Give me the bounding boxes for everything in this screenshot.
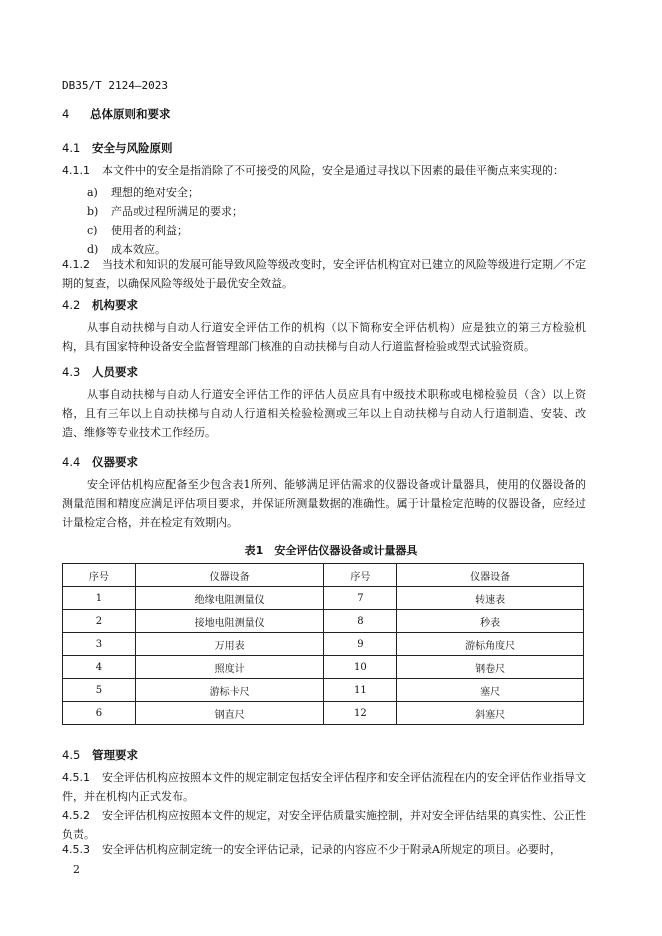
list-item [87,184,199,200]
table-row [63,656,584,679]
section-number: 4.3 [62,365,81,379]
table-cell: 12 [324,702,397,725]
clause-number: 4.1.1 [62,164,90,177]
table-row [63,633,584,656]
clause-text: 本文件中的安全是指消除了不可接受的风险，安全是通过寻找以下因素的最佳平衡点来实现的： [102,164,564,177]
table-row [63,587,584,610]
standard-code-header: DB35/T 2124—2023 [62,79,168,92]
section-title: 仪器要求 [92,455,138,469]
paragraph-4-4: 安全评估机构应配备至少包含表1所列、能够满足评估需求的仪器设备或计量器具，使用的仪器设备的测量范围和精度应满足评估项目要求，并保证所测量数据的准确性。属于计量检定范畴的仪器设备，应经过计量检定合格，并在检定有效期内。 [62,478,586,529]
table-cell: 斜塞尺 [397,702,584,725]
section-number: 4.2 [62,298,81,312]
list-item [87,203,243,219]
table-cell: 2 [63,610,136,633]
table-cell: 钢卷尺 [397,656,584,679]
column-header: 序号 [63,564,136,587]
table-cell: 接地电阻测量仪 [135,610,324,633]
section-title: 人员要求 [92,365,138,379]
table-cell: 8 [324,610,397,633]
clause-text: 安全评估机构应制定统一的安全评估记录，记录的内容应不少于附录A所规定的项目。必要时， [102,843,561,856]
paragraph-4-1-1 [62,161,586,180]
list-text: 产品或过程所满足的要求； [111,205,243,218]
column-header: 仪器设备 [135,564,324,587]
list-text: 使用者的利益； [111,224,188,237]
table-row [63,610,584,633]
table-cell: 7 [324,587,397,610]
clause-text: 当技术和知识的发展可能导致风险等级改变时，安全评估机构宜对已建立的风险等级进行定期／不定期的复查，以确保风险等级处于最优安全效益。 [62,258,586,290]
clause-number: 4.1.2 [62,258,90,271]
section-4-3-heading [62,364,138,380]
table-caption: 表1 安全评估仪器设备或计量器具 [244,544,418,557]
table-row [63,702,584,725]
clause-number: 4.5.2 [62,809,90,822]
clause-number: 4.5.3 [62,843,90,856]
paragraph-4-2: 从事自动扶梯与自动人行道安全评估工作的机构（以下简称安全评估机构）应是独立的第三方检验机构，具有国家特种设备安全监督管理部门核准的自动扶梯与自动人行道监督检验或型式试验资质。 [62,321,586,353]
section-number: 4.5 [62,748,81,762]
section-title: 总体原则和要求 [90,107,171,121]
section-number: 4.4 [62,455,81,469]
table-cell: 3 [63,633,136,656]
table-cell: 万用表 [135,633,324,656]
section-4-2-heading [62,297,138,313]
paragraph-4-5-2 [62,806,586,844]
table-cell: 转速表 [397,587,584,610]
section-number: 4.1 [62,141,81,155]
list-marker: c) [87,224,98,237]
table-cell: 11 [324,679,397,702]
table-cell: 绝缘电阻测量仪 [135,587,324,610]
list-text: 成本效应。 [111,243,166,256]
table-cell: 6 [63,702,136,725]
section-4-4-heading [62,454,138,470]
clause-number: 4.5.1 [62,771,90,784]
list-marker: a) [87,186,98,199]
table-cell: 1 [63,587,136,610]
list-marker: b) [87,205,99,218]
section-4-heading [62,106,171,122]
section-title: 管理要求 [92,748,138,762]
clause-text: 安全评估机构应按照本文件的规定，对安全评估质量实施控制，并对安全评估结果的真实性、公正性负责。 [62,809,586,841]
table-cell: 5 [63,679,136,702]
table-cell: 钢直尺 [135,702,324,725]
section-title: 机构要求 [92,298,138,312]
column-header: 序号 [324,564,397,587]
instrument-table [62,563,584,725]
section-title: 安全与风险原则 [92,141,173,155]
table-cell: 塞尺 [397,679,584,702]
table-cell: 游标角度尺 [397,633,584,656]
paragraph-4-3: 从事自动扶梯与自动人行道安全评估工作的评估人员应具有中级技术职称或电梯检验员（含）以上资格，且有三年以上自动扶梯与自动人行道相关检验检测或三年以上自动扶梯与自动人行道制造、安装、改造、维修等专业技术工作经历。 [62,388,586,439]
table-cell: 游标卡尺 [135,679,324,702]
table-cell: 照度计 [135,656,324,679]
paragraph-4-5-3 [62,840,586,859]
list-marker: d) [87,243,99,256]
section-4-5-heading [62,747,138,763]
table-cell: 4 [63,656,136,679]
section-4-1-heading [62,140,173,156]
section-number: 4 [62,107,70,121]
paragraph-4-1-2 [62,255,586,293]
table-cell: 9 [324,633,397,656]
table-row [63,679,584,702]
list-item [87,222,188,238]
clause-text: 安全评估机构应按照本文件的规定制定包括安全评估程序和安全评估流程在内的安全评估作业指导文件，并在机构内正式发布。 [62,771,586,803]
page-number: 2 [73,863,80,876]
column-header: 仪器设备 [397,564,584,587]
paragraph-4-5-1 [62,768,586,806]
table-cell: 秒表 [397,610,584,633]
list-text: 理想的绝对安全； [111,186,199,199]
table-cell: 10 [324,656,397,679]
table-header-row [63,564,584,587]
